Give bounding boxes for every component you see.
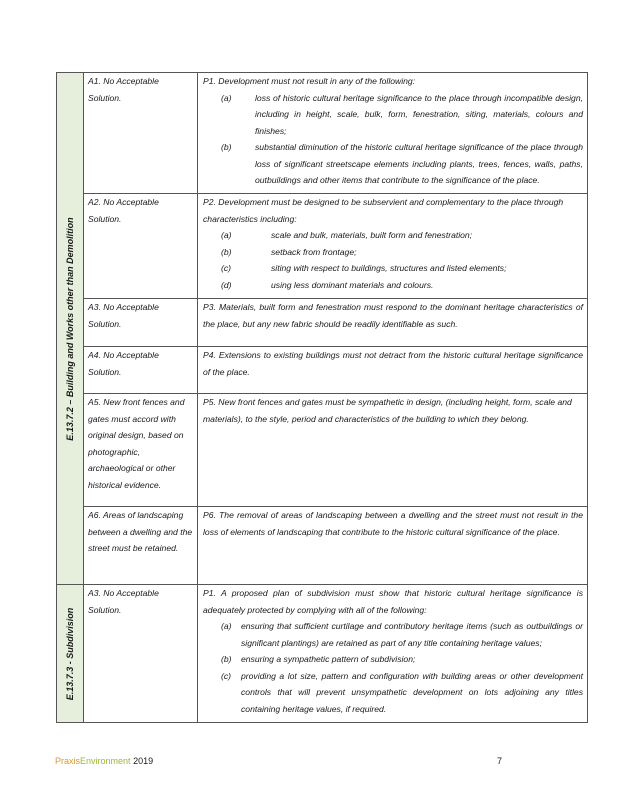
acceptable-solution-a1: A1. No Acceptable Solution. [84, 73, 198, 194]
list-text: ensuring that sufficient curtilage and contributory heritage items (such as outbuildings or significant plantings) are retained as part of any title containing heritage values; [241, 621, 583, 648]
table-row [57, 585, 588, 723]
performance-criteria-p6: P6. The removal of areas of landscaping between a dwelling and the street must not result in the loss of elements of landscaping that contribute to the historic cultural significance of the place. [198, 507, 588, 585]
table-row [57, 194, 588, 299]
performance-criteria-subdivision [198, 585, 588, 723]
page-number: 7 [497, 756, 503, 766]
list-text: siting with respect to buildings, structures and listed elements; [271, 263, 507, 273]
brand-name-part2: Environment [80, 756, 131, 766]
brand-name-part1: Praxis [55, 756, 81, 766]
criteria-list [203, 90, 583, 189]
list-item [203, 651, 583, 668]
acceptable-solution-a3: A3. No Acceptable Solution. [84, 299, 198, 347]
acceptable-solution-a5: A5. New front fences and gates must accord with original design, based on photographic, archaeological or other historical evidence. [84, 394, 198, 507]
performance-criteria-p1 [198, 73, 588, 194]
list-item [203, 618, 583, 651]
performance-criteria-p3: P3. Materials, built form and fenestration must respond to the dominant heritage characteristics of the place, but any new fabric should be readily identifiable as such. [198, 299, 588, 347]
table-row [57, 507, 588, 585]
criteria-list [203, 618, 583, 717]
list-item [203, 227, 583, 244]
acceptable-solution-a2: A2. No Acceptable Solution. [84, 194, 198, 299]
table-row [57, 347, 588, 394]
criteria-title: P1. A proposed plan of subdivision must show that historic cultural heritage significance is adequately protected by complying with all of the following: [203, 588, 583, 615]
section-label-subdivision: E.13.7.3 - Subdivision [64, 607, 75, 700]
list-marker: (a) [221, 92, 232, 103]
acceptable-solution-a6: A6. Areas of landscaping between a dwelling and the street must be retained. [84, 507, 198, 585]
performance-criteria-p2 [198, 194, 588, 299]
list-item [203, 139, 583, 189]
section-cell-building [57, 73, 84, 585]
table-row [57, 73, 588, 194]
performance-criteria-p4: P4. Extensions to existing buildings must not detract from the historic cultural heritage significance of the place. [198, 347, 588, 394]
performance-criteria-p5: P5. New front fences and gates must be sympathetic in design, (including height, form, scale and materials), to the style, period and characteristics of the building to which they belong. [198, 394, 588, 507]
list-text: ensuring a sympathetic pattern of subdivision; [241, 654, 416, 664]
acceptable-solution-subdivision: A3. No Acceptable Solution. [84, 585, 198, 723]
table-row [57, 299, 588, 347]
list-marker: (d) [221, 279, 232, 290]
list-marker: (b) [221, 654, 232, 664]
acceptable-solution-a4: A4. No Acceptable Solution. [84, 347, 198, 394]
list-item [203, 244, 583, 261]
section-cell-subdivision [57, 585, 84, 723]
footer-year: 2019 [133, 756, 154, 766]
list-marker: (c) [221, 263, 232, 273]
table-row [57, 394, 588, 507]
list-item [203, 277, 583, 294]
list-text: providing a lot size, pattern and configuration with building areas or other development controls that will prevent unsympathetic development on lots adjoining any titles containing heritage values, if required. [241, 670, 583, 714]
standards-table [56, 72, 588, 723]
criteria-title: P2. Development must be designed to be subservient and complementary to the place through characteristics including: [203, 197, 564, 224]
list-item [203, 90, 583, 140]
list-item [203, 668, 583, 718]
list-text: using less dominant materials and colours. [271, 279, 434, 290]
list-marker: (c) [221, 670, 232, 681]
list-text: substantial diminution of the historic cultural heritage significance of the place through loss of significant streetscape elements including plants, trees, fences, walls, paths, outbuildings and other items that contribute to the significance of the place. [255, 142, 583, 185]
list-marker: (a) [221, 230, 232, 240]
list-text: setback from frontage; [271, 246, 357, 257]
section-label-building: E.13.7.2 – Building and Works other than Demolition [64, 216, 75, 441]
list-marker: (b) [221, 142, 232, 152]
list-marker: (a) [221, 621, 232, 631]
footer-brand [55, 756, 153, 766]
list-marker: (b) [221, 246, 232, 257]
list-text: scale and bulk, materials, built form and fenestration; [271, 230, 473, 240]
criteria-list [203, 227, 583, 293]
list-text: loss of historic cultural heritage significance to the place through incompatible design, including in height, scale, bulk, form, fenestration, siting, materials, colours and finishes; [255, 92, 583, 136]
list-item [203, 260, 583, 277]
criteria-title: P1. Development must not result in any of the following: [203, 76, 416, 86]
